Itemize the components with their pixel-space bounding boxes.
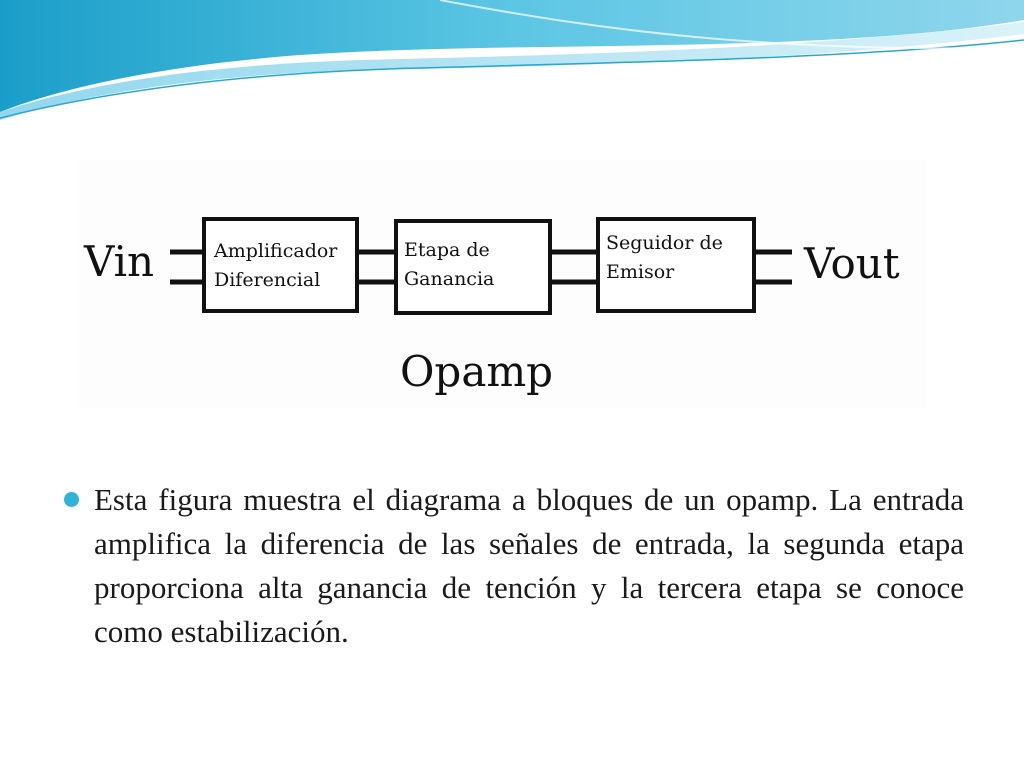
input-terminals bbox=[170, 252, 204, 282]
block-2-line-1: Etapa de bbox=[404, 239, 490, 261]
output-terminals bbox=[756, 252, 792, 282]
block-2-line-2: Ganancia bbox=[404, 268, 495, 290]
bullet-text: Esta figura muestra el diagrama a bloques de un opamp. La entrada amplifica la diferencia de las señales de entrada, la segunda etapa proporciona alta ganancia de tención y la tercera etapa se conoce como estabilización. bbox=[94, 482, 964, 649]
bullet-dot-icon bbox=[64, 492, 79, 507]
diagram-caption: Opamp bbox=[400, 347, 554, 396]
block-3-line-1: Seguidor de bbox=[606, 232, 723, 254]
block-1-line-2: Diferencial bbox=[214, 269, 321, 291]
block-3-line-2: Emisor bbox=[606, 261, 675, 283]
block-1-line-1: Amplificador bbox=[214, 240, 338, 262]
bullet-list bbox=[60, 478, 964, 654]
vout-label: Vout bbox=[804, 239, 900, 288]
opamp-block-diagram bbox=[78, 160, 926, 408]
block-seguidor-de-emisor bbox=[598, 219, 754, 311]
vin-label: Vin bbox=[84, 237, 155, 286]
block-etapa-de-ganancia bbox=[396, 221, 550, 313]
connector-2-3 bbox=[552, 252, 598, 282]
connector-1-2 bbox=[359, 252, 396, 282]
block-amplificador-diferencial bbox=[204, 219, 357, 311]
header-wave-decoration bbox=[0, 0, 1024, 130]
